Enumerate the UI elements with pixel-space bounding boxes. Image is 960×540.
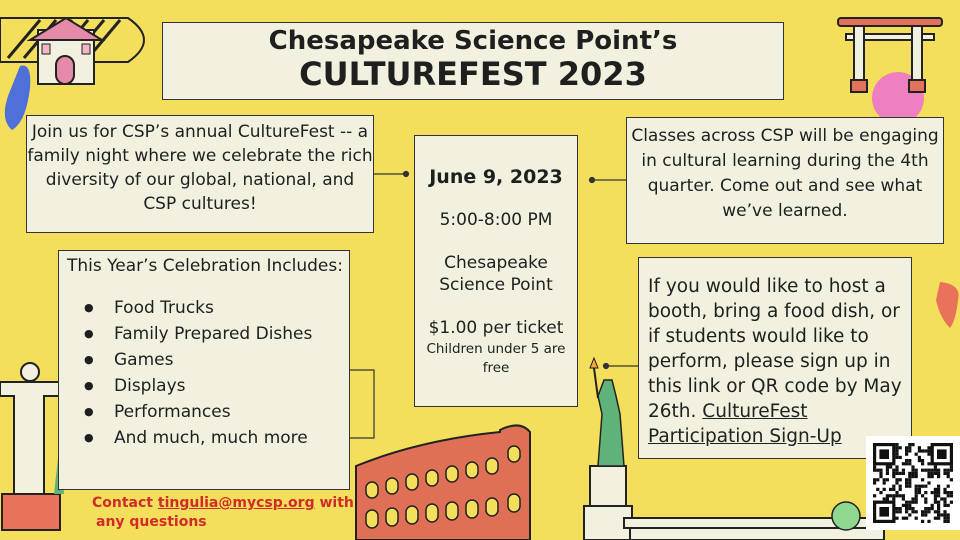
list-item: ● Family Prepared Dishes [67, 321, 349, 347]
contact-email-link[interactable]: tingulia@mycsp.org [157, 495, 315, 511]
list-item: ● And much, much more [67, 425, 349, 451]
list-item: ● Performances [67, 399, 349, 425]
list-item: ● Displays [67, 373, 349, 399]
title-card [162, 22, 784, 100]
children-note: Children under 5 are free [426, 341, 566, 376]
signup-link[interactable]: CultureFest Participation Sign-Up [648, 401, 842, 447]
event-time: 5:00-8:00 PM [439, 210, 553, 230]
torii-gate-illustration [838, 18, 942, 124]
celebration-includes-card [58, 250, 350, 490]
title-line1: Chesapeake Science Point’s [268, 26, 678, 56]
contact-suffix: with [314, 495, 354, 511]
signup-text: If you would like to host a booth, bring a food dish, or if students would like to perform, please sign up in this link or QR code by May 26th. [648, 276, 902, 422]
orange-blob-decoration [936, 282, 959, 328]
contact-prefix: Contact [92, 495, 158, 511]
classes-card [626, 117, 944, 244]
christ-statue-illustration [0, 363, 64, 530]
contact-line2: any questions [96, 514, 207, 530]
event-date: June 9, 2023 [429, 166, 563, 188]
ticket-price: $1.00 per ticket [428, 318, 564, 338]
intro-card [26, 115, 374, 233]
statue-of-liberty-illustration [584, 358, 632, 540]
books-illustration [624, 502, 884, 540]
classes-text: Classes across CSP will be engaging in cultural learning during the 4th quarter. Come out and see what we’ve learned. [631, 126, 939, 221]
qr-code-graphic [866, 436, 960, 530]
list-item: ● Games [67, 347, 349, 373]
contact-note [92, 494, 354, 532]
includes-heading: This Year’s Celebration Includes: [67, 256, 343, 276]
event-details-card [414, 135, 578, 407]
list-item: ● Food Trucks [67, 295, 349, 321]
intro-text: Join us for CSP’s annual CultureFest -- a family night where we celebrate the rich diversity of our global, national, and CSP cultures! [27, 122, 373, 214]
colosseum-illustration [356, 425, 530, 540]
event-location: Chesapeake Science Point [439, 253, 553, 295]
signup-card [638, 257, 912, 459]
event-title: CULTUREFEST 2023 [299, 55, 647, 93]
signup-qr-code[interactable] [866, 436, 960, 530]
includes-list [67, 295, 349, 451]
